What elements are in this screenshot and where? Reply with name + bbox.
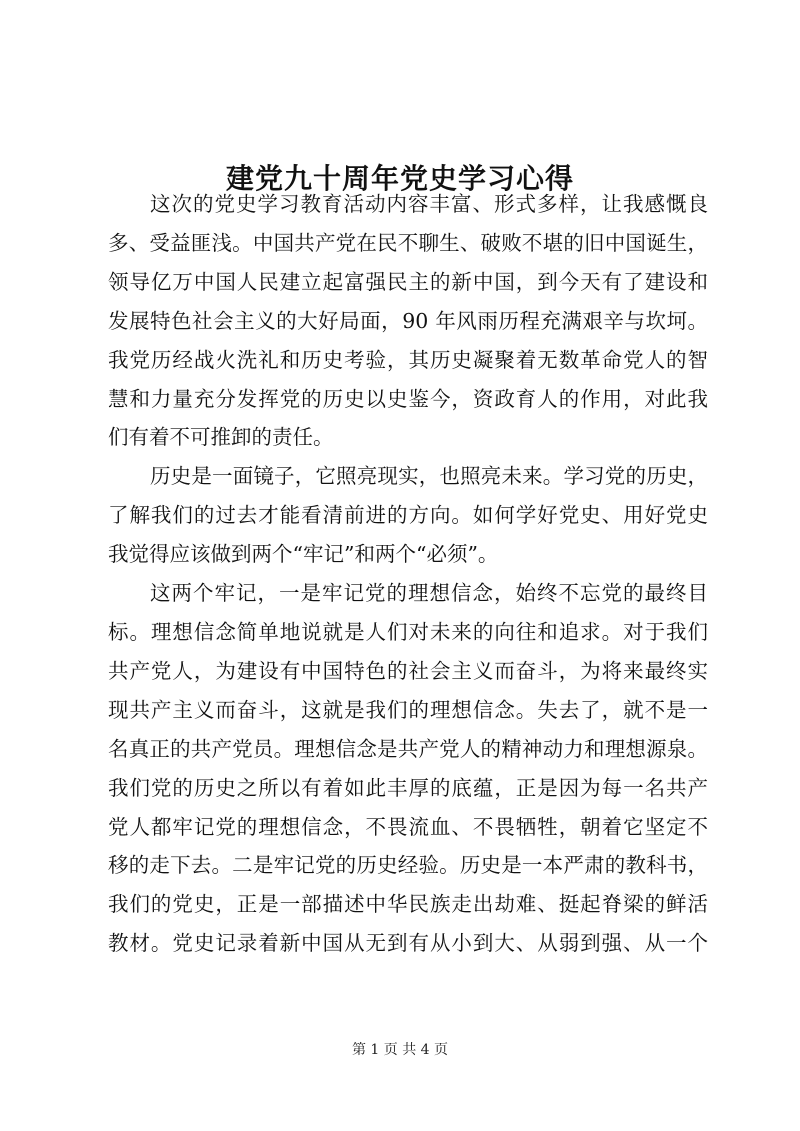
paragraph-line: 们有着不可推卸的责任。 <box>108 425 334 450</box>
paragraph-line: 现共产主义而奋斗，这就是我们的理想信念。失去了，就不是一 <box>108 697 708 722</box>
paragraph-line: 党人都牢记党的理想信念，不畏流血、不畏牺牲，朝着它坚定不 <box>108 814 708 839</box>
paragraph-line: 历史是一面镜子，它照亮现实，也照亮未来。学习党的历史， <box>150 464 708 489</box>
paragraph-line: 我们党的历史之所以有着如此丰厚的底蕴，正是因为每一名共产 <box>108 775 708 800</box>
paragraph-line: 了解我们的过去才能看清前进的方向。如何学好党史、用好党史 <box>108 503 708 528</box>
paragraph-line: 教材。党史记录着新中国从无到有从小到大、从弱到强、从一个 <box>108 931 708 956</box>
paragraph-line: 我觉得应该做到两个“牢记”和两个“必须”。 <box>108 542 499 567</box>
document-title: 建党九十周年党史学习心得 <box>225 161 574 195</box>
paragraph-line: 发展特色社会主义的大好局面，90 年风雨历程充满艰辛与坎坷。 <box>108 308 708 333</box>
paragraph-3 <box>108 574 708 963</box>
paragraph-line: 名真正的共产党员。理想信念是共产党人的精神动力和理想源泉。 <box>108 736 708 761</box>
paragraph-line: 我党历经战火洗礼和历史考验，其历史凝聚着无数革命党人的智 <box>108 347 708 372</box>
paragraph-line: 标。理想信念简单地说就是人们对未来的向往和追求。对于我们 <box>108 619 708 644</box>
page-number-footer: 第 1 页 共 4 页 <box>351 1042 449 1058</box>
paragraph-line: 这次的党史学习教育活动内容丰富、形式多样，让我感慨良 <box>150 192 708 216</box>
paragraph-1 <box>108 185 708 457</box>
document-body <box>108 185 708 963</box>
paragraph-line: 慧和力量充分发挥党的历史以史鉴今，资政育人的作用，对此我 <box>108 386 708 411</box>
paragraph-line: 我们的党史，正是一部描述中华民族走出劫难、挺起脊梁的鲜活 <box>108 892 708 917</box>
paragraph-line: 领导亿万中国人民建立起富强民主的新中国，到今天有了建设和 <box>108 269 708 294</box>
paragraph-line: 移的走下去。二是牢记党的历史经验。历史是一本严肃的教科书， <box>108 853 708 878</box>
paragraph-2 <box>108 457 708 574</box>
paragraph-line: 共产党人，为建设有中国特色的社会主义而奋斗，为将来最终实 <box>108 658 708 683</box>
paragraph-line: 多、受益匪浅。中国共产党在民不聊生、破败不堪的旧中国诞生， <box>108 230 708 255</box>
paragraph-line: 这两个牢记，一是牢记党的理想信念，始终不忘党的最终目 <box>150 581 708 606</box>
